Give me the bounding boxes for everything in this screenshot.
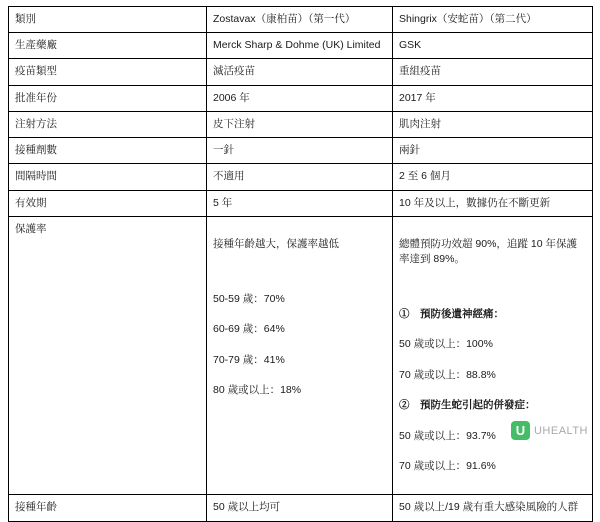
spacer — [399, 283, 586, 292]
shingrix-protection-intro: 總體預防功效超 90%，追蹤 10 年保護率達到 89%。 — [399, 237, 577, 266]
table-row — [9, 33, 593, 59]
table-row — [9, 111, 593, 137]
cell-zostavax-dose-count: 一針 — [207, 138, 393, 164]
cell-zostavax-vaccine-type: 滅活疫苗 — [207, 59, 393, 85]
cell-shingrix-manufacturer: GSK — [393, 33, 593, 59]
spacer — [213, 267, 386, 276]
cell-shingrix-injection-method: 肌肉注射 — [393, 111, 593, 137]
column-header-zostavax: Zostavax（康柏苗）（第一代） — [207, 7, 393, 33]
cell-zostavax-interval: 不適用 — [207, 164, 393, 190]
cell-shingrix-validity-period: 10 年及以上，數據仍在不斷更新 — [393, 190, 593, 216]
cell-zostavax-approval-year: 2006 年 — [207, 85, 393, 111]
table-row — [9, 138, 593, 164]
vaccine-comparison-table — [8, 6, 593, 522]
cell-shingrix-vaccine-type: 重組疫苗 — [393, 59, 593, 85]
shingrix-group1-item: 70 歲或以上：88.8% — [399, 368, 496, 381]
zostavax-protection-item: 60-69 歲：64% — [213, 323, 285, 336]
cell-zostavax-manufacturer: Merck Sharp & Dohme (UK) Limited — [207, 33, 393, 59]
table-header-row — [9, 7, 593, 33]
cell-zostavax-validity-period: 5 年 — [207, 190, 393, 216]
cell-zostavax-vaccination-age: 50 歲以上均可 — [207, 495, 393, 521]
zostavax-protection-item: 50-59 歲：70% — [213, 292, 285, 305]
table-row — [9, 190, 593, 216]
table-row — [9, 495, 593, 521]
column-header-shingrix: Shingrix（安蛇苗）（第二代） — [393, 7, 593, 33]
watermark-text: UHEALTH — [533, 424, 588, 437]
row-label-dose-count: 接種劑數 — [9, 138, 207, 164]
row-label-injection-method: 注射方法 — [9, 111, 207, 137]
cell-shingrix-interval: 2 至 6 個月 — [393, 164, 593, 190]
row-label-protection-rate: 保護率 — [9, 216, 207, 495]
row-label-approval-year: 批准年份 — [9, 85, 207, 111]
zostavax-protection-item: 70-79 歲：41% — [213, 353, 285, 366]
shingrix-group2-title: ② 預防生蛇引起的併發症： — [399, 399, 536, 412]
cell-shingrix-dose-count: 兩針 — [393, 138, 593, 164]
row-label-interval: 間隔時間 — [9, 164, 207, 190]
shingrix-group1-item: 50 歲或以上：100% — [399, 338, 493, 351]
row-label-manufacturer: 生產藥廠 — [9, 33, 207, 59]
cell-shingrix-approval-year: 2017 年 — [393, 85, 593, 111]
cell-zostavax-injection-method: 皮下注射 — [207, 111, 393, 137]
zostavax-protection-intro: 接種年齡越大，保護率越低 — [213, 237, 339, 250]
row-label-vaccine-type: 疫苗類型 — [9, 59, 207, 85]
row-label-validity-period: 有效期 — [9, 190, 207, 216]
shingrix-group2-item: 50 歲或以上：93.7% — [399, 429, 496, 442]
table-row — [9, 164, 593, 190]
cell-zostavax-protection-rate — [207, 216, 393, 495]
row-label-vaccination-age: 接種年齡 — [9, 495, 207, 521]
table-row — [9, 85, 593, 111]
cell-shingrix-vaccination-age: 50 歲以上/19 歲有重大感染風險的人群 — [393, 495, 593, 521]
column-header-category: 類別 — [9, 7, 207, 33]
shingrix-group2-item: 70 歲或以上：91.6% — [399, 460, 496, 473]
cell-shingrix-protection-rate — [393, 216, 593, 495]
watermark-badge-icon: U — [511, 421, 530, 440]
table-row-protection-rate — [9, 216, 593, 495]
watermark-logo — [511, 421, 588, 440]
table-row — [9, 59, 593, 85]
zostavax-protection-item: 80 歲或以上：18% — [213, 383, 302, 396]
shingrix-group1-title: ① 預防後遺神經痛： — [399, 307, 504, 320]
